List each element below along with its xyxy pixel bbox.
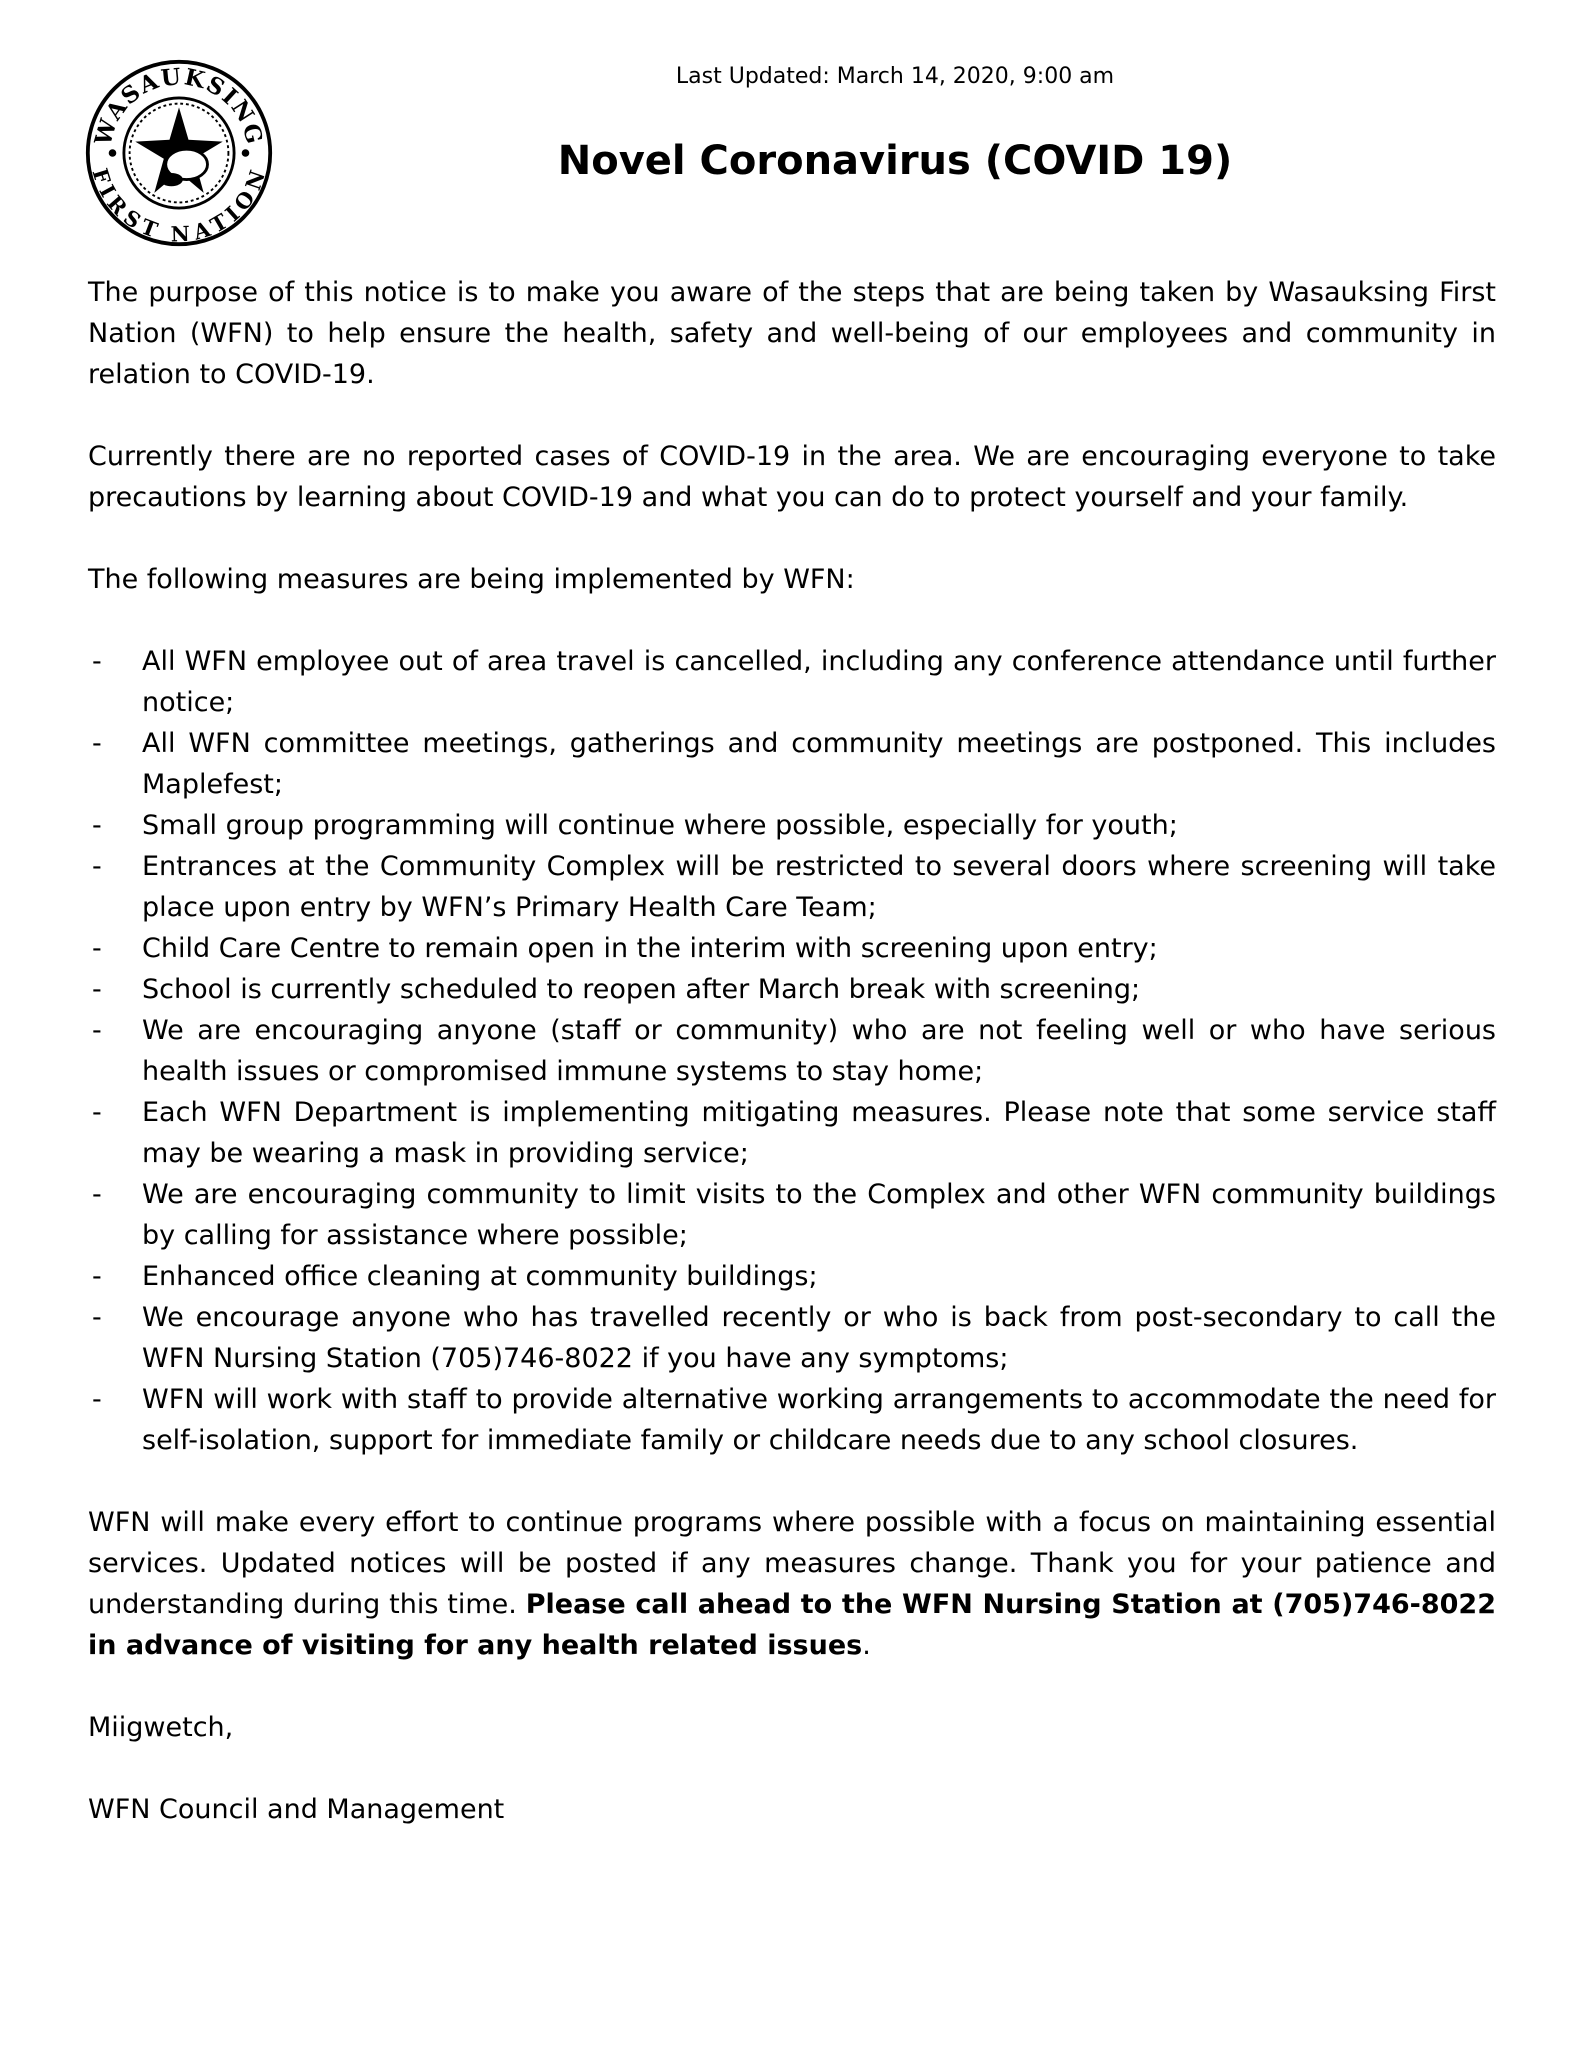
measure-item: [88, 1256, 1496, 1297]
bullet-dash: -: [92, 851, 102, 882]
bullet-dash: -: [92, 974, 102, 1005]
notice-body: [88, 272, 1496, 1830]
closing-text: WFN will make every effort to continue programs where possible with a focus on maintaining essential services. Updated notices will be posted if any measures change. Thank you for your patience and understanding during this time.: [88, 1507, 1496, 1620]
measure-item: [88, 1379, 1496, 1461]
closing-bold-text: Please call ahead to the WFN Nursing Station at (705)746-8022 in advance of visiting for any health related issues: [88, 1589, 1497, 1661]
measure-item: [88, 641, 1496, 723]
measure-text: Each WFN Department is implementing mitigating measures. Please note that some service staff may be wearing a mask in providing service;: [142, 1097, 1496, 1169]
bullet-dash: -: [92, 1097, 102, 1128]
logo-top-text: WASAUKSING: [90, 63, 268, 149]
measure-item: [88, 805, 1496, 846]
current-status-paragraph: Currently there are no reported cases of COVID-19 in the area. We are encouraging everyone to take precautions by learning about COVID-19 and what you can do to protect yourself and your family.: [88, 441, 1496, 513]
bullet-dash: -: [92, 933, 102, 964]
bullet-dash: -: [92, 1384, 102, 1415]
bullet-dash: -: [92, 810, 102, 841]
measure-text: We encourage anyone who has travelled recently or who is back from post-secondary to call the WFN Nursing Station (705)746-8022 if you have any symptoms;: [142, 1302, 1496, 1374]
signature: WFN Council and Management: [88, 1794, 505, 1825]
wfn-logo: [84, 58, 274, 248]
measure-text: Small group programming will continue where possible, especially for youth;: [142, 810, 1178, 841]
measure-item: [88, 1010, 1496, 1092]
measures-lead: The following measures are being implemented by WFN:: [88, 564, 855, 595]
beaver-seal-icon: [135, 107, 222, 192]
measure-text: All WFN committee meetings, gatherings and community meetings are postponed. This includes Maplefest;: [142, 728, 1496, 800]
closing-end: .: [862, 1630, 871, 1661]
measure-text: Enhanced office cleaning at community buildings;: [142, 1261, 818, 1292]
logo-bottom-text: FIRST NATION: [87, 165, 271, 247]
bullet-dash: -: [92, 646, 102, 677]
measure-item: [88, 969, 1496, 1010]
measure-item: [88, 723, 1496, 805]
bullet-dash: -: [92, 1015, 102, 1046]
page-title: Novel Coronavirus (COVID 19): [557, 138, 1233, 184]
bullet-dash: -: [92, 1179, 102, 1210]
measure-text: We are encouraging anyone (staff or community) who are not feeling well or who have serious health issues or compromised immune systems to stay home;: [142, 1015, 1496, 1087]
measure-item: [88, 846, 1496, 928]
bullet-dash: -: [92, 1261, 102, 1292]
measure-text: All WFN employee out of area travel is cancelled, including any conference attendance until further notice;: [142, 646, 1496, 718]
last-updated: Last Updated: March 14, 2020, 9:00 am: [675, 64, 1115, 89]
measure-item: [88, 928, 1496, 969]
purpose-paragraph: The purpose of this notice is to make you aware of the steps that are being taken by Wasauksing First Nation (WFN) to help ensure the health, safety and well-being of our employees and community in relation to COVID-19.: [88, 277, 1496, 390]
measure-item: [88, 1297, 1496, 1379]
greeting: Miigwetch,: [88, 1712, 234, 1743]
measure-text: Child Care Centre to remain open in the interim with screening upon entry;: [142, 933, 1158, 964]
measure-text: WFN will work with staff to provide alternative working arrangements to accommodate the need for self-isolation, support for immediate family or childcare needs due to any school closures.: [142, 1384, 1496, 1456]
measure-text: Entrances at the Community Complex will be restricted to several doors where screening will take place upon entry by WFN’s Primary Health Care Team;: [142, 851, 1496, 923]
measure-item: [88, 1174, 1496, 1256]
bullet-dash: -: [92, 728, 102, 759]
closing-paragraph: [88, 1502, 1496, 1666]
measure-item: [88, 1092, 1496, 1174]
measure-text: We are encouraging community to limit visits to the Complex and other WFN community buildings by calling for assistance where possible;: [142, 1179, 1496, 1251]
bullet-dash: -: [92, 1302, 102, 1333]
measure-text: School is currently scheduled to reopen after March break with screening;: [142, 974, 1141, 1005]
measures-list: [88, 641, 1496, 1461]
